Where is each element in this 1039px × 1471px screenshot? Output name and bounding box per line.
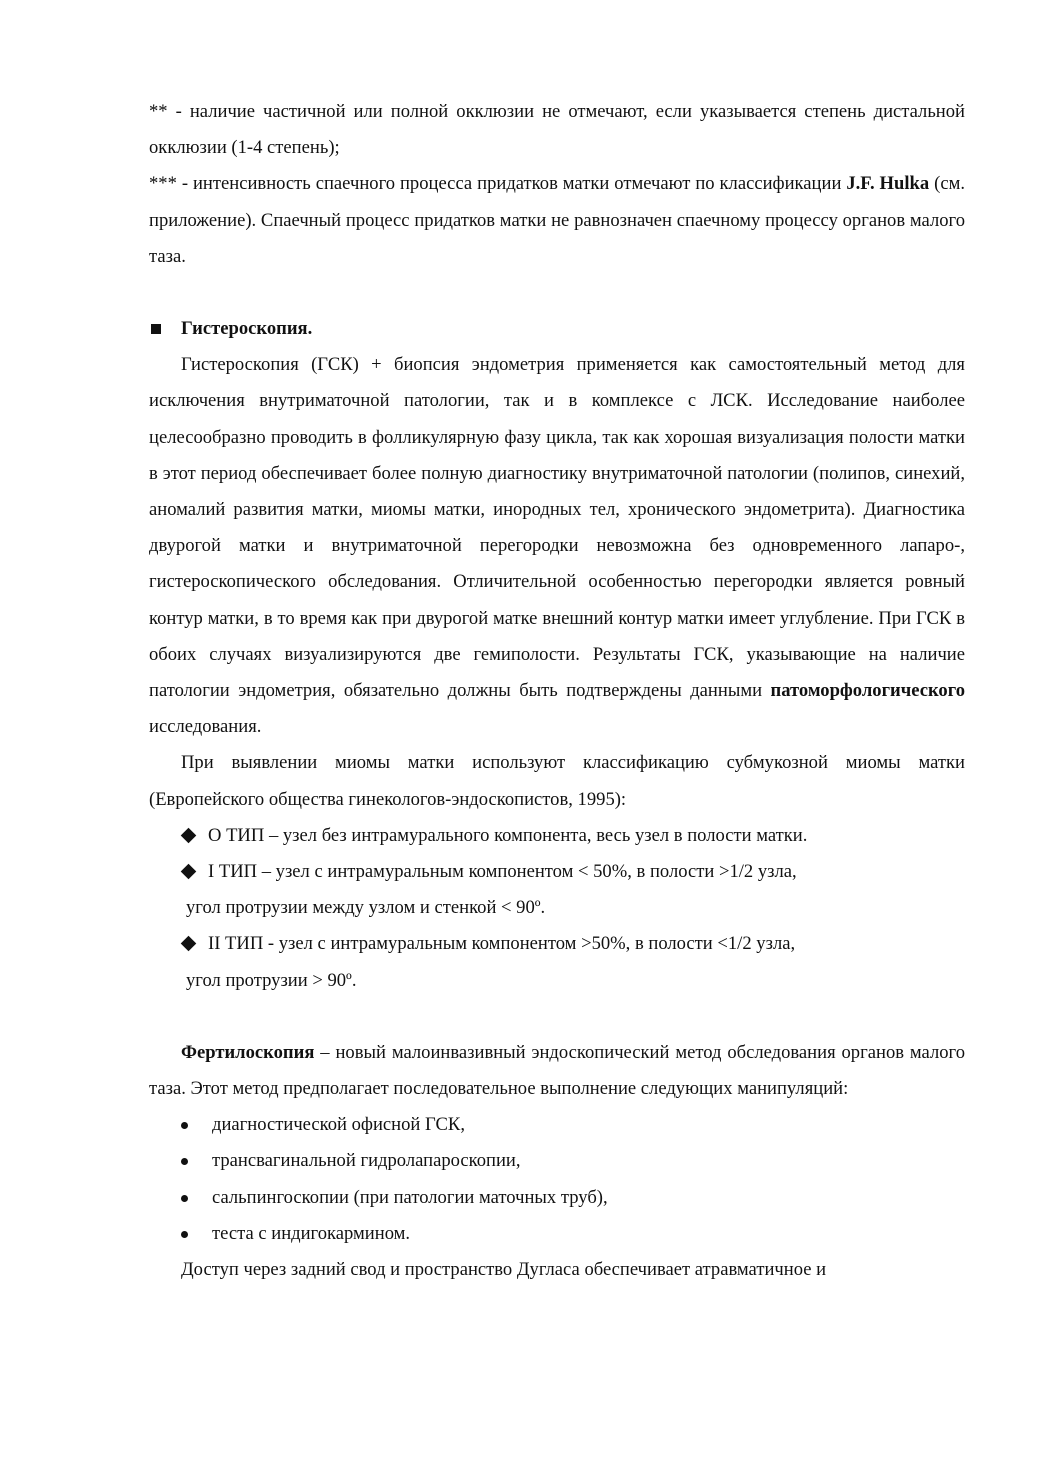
footnote-text: (см. приложение). Спаечный процесс придатков матки не равнозначен спаечному процессу органов малого таза. <box>149 173 965 267</box>
paragraph-text: – новый малоинвазивный эндоскопический метод обследования органов малого таза. Этот метод предполагает последовательное выполнение следующих манипуляций: <box>149 1041 965 1100</box>
bold-term: патоморфологического <box>770 680 965 702</box>
myoma-classification-paragraph: При выявлении миомы матки используют классификацию субмукозной миомы матки (Европейского общества гинекологов-эндоскопистов, 1995): <box>149 752 965 810</box>
bold-term: Фертилоскопия <box>181 1041 315 1063</box>
list-item-text: теста с индигокармином. <box>212 1222 411 1244</box>
bullet-icon <box>181 1158 188 1165</box>
hysteroscopy-paragraph <box>149 347 965 745</box>
diamond-bullet-icon <box>181 864 197 880</box>
document-page <box>149 94 965 1288</box>
list-item-text: диагностической офисной ГСК, <box>212 1114 465 1136</box>
bullet-icon <box>181 1122 188 1129</box>
section-title: Гистероскопия. <box>181 318 313 340</box>
type-text: II ТИП - узел с интрамуральным компонентом >50%, в полости <1/2 узла, <box>208 933 796 955</box>
footnote-triple-star <box>149 166 965 275</box>
type-item <box>149 854 965 890</box>
bullet-icon <box>181 1195 188 1202</box>
list-item <box>149 1180 965 1216</box>
section-heading-hysteroscopy <box>149 311 965 347</box>
classification-author: J.F. Hulka <box>846 173 930 195</box>
type-text: I ТИП – узел с интрамуральным компонентом < 50%, в полости >1/2 узла, <box>208 861 797 883</box>
diamond-bullet-icon <box>181 828 197 844</box>
type-item <box>149 818 965 854</box>
footnote-double-star: ** - наличие частичной или полной окклюзии не отмечают, если указывается степень дистальной окклюзии (1-4 степень); <box>149 101 965 159</box>
paragraph-text: исследования. <box>149 716 262 738</box>
list-item <box>149 1107 965 1143</box>
type-text: О ТИП – узел без интрамурального компонента, весь узел в полости матки. <box>208 824 808 846</box>
list-item <box>149 1143 965 1179</box>
footnote-text: *** - интенсивность спаечного процесса придатков матки отмечают по классификации <box>149 173 847 195</box>
type-continuation: угол протрузии между узлом и стенкой < 90º. <box>186 897 546 919</box>
paragraph-text: Гистероскопия (ГСК) + биопсия эндометрия применяется как самостоятельный метод для исключения внутриматочной патологии, так и в комплексе с ЛСК. Исследование наиболее целесообразно проводить в фолликулярную фазу цикла, так как хорошая визуализация полости матки в этот период обеспечивает более полную диагностику внутриматочной патологии (полипов, синехий, аномалий развития матки, миомы матки, инородных тел, хронического эндометрита). Диагностика двурогой матки и внутриматочной перегородки невозможна без одновременного лапаро-, гистероскопического обследования. Отличительной особенностью перегородки является ровный контур матки, в то время как при двурогой матке внешний контур матки имеет углубление. При ГСК в обоих случаях визуализируются две гемиполости. Результаты ГСК, указывающие на наличие патологии эндометрия, обязательно должны быть подтверждены данными <box>149 354 965 702</box>
type-continuation: угол протрузии > 90º. <box>186 969 357 991</box>
access-paragraph: Доступ через задний свод и пространство Дугласа обеспечивает атравматичное и <box>181 1259 827 1281</box>
list-item <box>149 1216 965 1252</box>
type-item <box>149 926 965 962</box>
list-item-text: трансвагинальной гидролапароскопии, <box>212 1150 521 1172</box>
fertiloscopy-paragraph <box>149 1035 965 1107</box>
list-item-text: сальпингоскопии (при патологии маточных труб), <box>212 1186 608 1208</box>
square-bullet-icon <box>151 324 161 334</box>
bullet-icon <box>181 1231 188 1238</box>
diamond-bullet-icon <box>181 936 197 952</box>
